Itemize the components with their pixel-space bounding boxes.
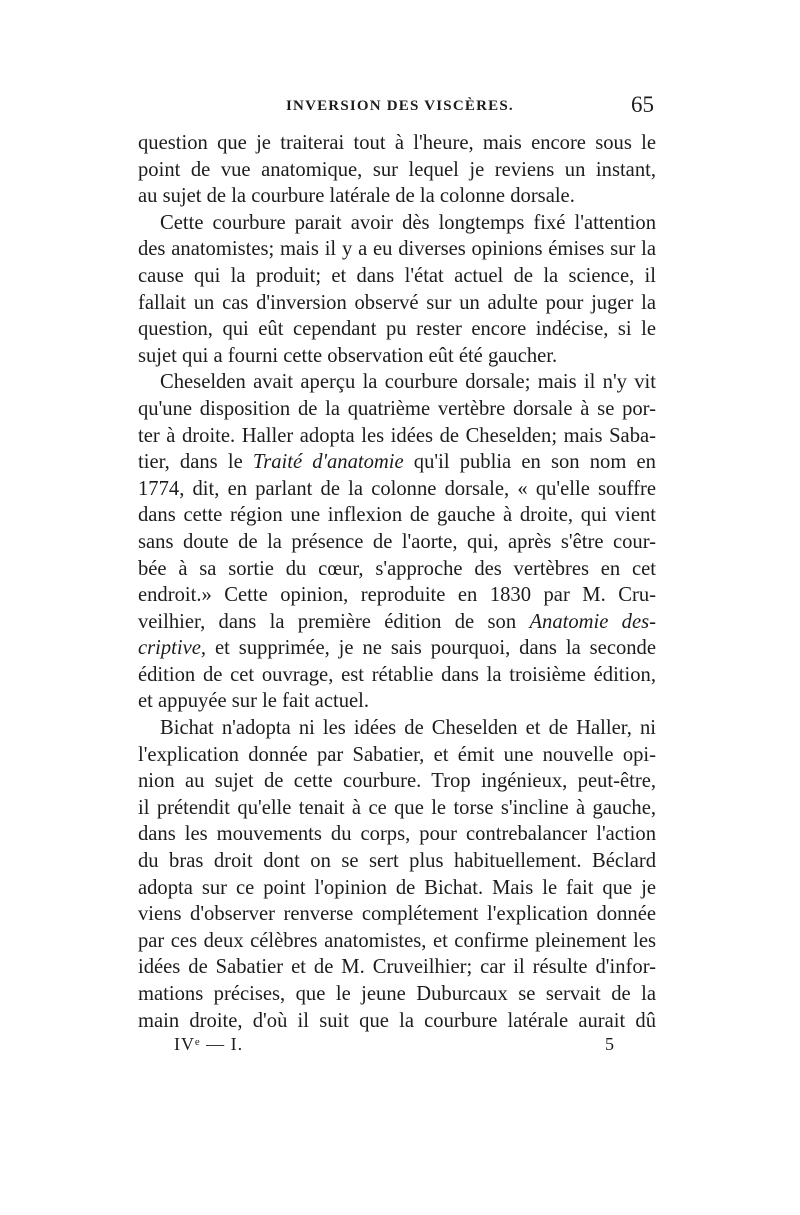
text-line-mixed <box>138 449 656 476</box>
text-line: dans cette région une inflexion de gauche à droite, qui vient <box>138 504 656 527</box>
text-line: point de vue anatomique, sur lequel je reviens un instant, <box>138 158 656 181</box>
text-line: 1774, dit, en parlant de la colonne dorsale, « qu'elle souffre <box>138 477 656 500</box>
text-line: question que je traiterai tout à l'heure, mais encore sous le <box>138 132 656 154</box>
book-title-traite: Traité d'anatomie <box>252 451 404 474</box>
text-line: main droite, d'où il suit que la courbure latérale aurait dû <box>138 1009 656 1032</box>
text-line: bée à sa sortie du cœur, s'approche des vertèbres en cet <box>138 557 656 580</box>
page-header <box>138 92 654 122</box>
body-text <box>138 130 656 1034</box>
text-line: viens d'observer renverse complétement l'explication donnée <box>138 903 656 926</box>
text-line: dans les mouvements du corps, pour contrebalancer l'action <box>138 823 656 846</box>
signature-number: 5 <box>605 1034 614 1054</box>
running-title: INVERSION DES VISCÈRES. <box>286 98 514 114</box>
book-title-anatomie: Anatomie des- <box>529 610 656 633</box>
text-line: Bichat n'adopta ni les idées de Cheselden et de Haller, ni <box>160 717 656 740</box>
text-line: Cette courbure parait avoir dès longtemps fixé l'attention <box>160 211 656 234</box>
book-title-anatomie-cont: criptive, <box>138 637 207 660</box>
text-line: nion au sujet de cette courbure. Trop ingénieux, peut-être, <box>138 770 656 793</box>
text-line: cause qui la produit; et dans l'état actuel de la science, il <box>138 264 656 287</box>
text-line: il prétendit qu'elle tenait à ce que le torse s'incline à gauche, <box>138 796 656 819</box>
text-line: Cheselden avait aperçu la courbure dorsale; mais il n'y vit <box>160 371 656 394</box>
text-line: mations précises, que le jeune Duburcaux se servait de la <box>138 983 656 1005</box>
text-line: du bras droit dont on se sert plus habituellement. Béclard <box>138 850 656 873</box>
text-segment: veilhier, dans la première édition de son <box>138 610 517 633</box>
page-number: 65 <box>631 92 654 117</box>
text-segment: et supprimée, je ne sais pourquoi, dans la seconde <box>215 637 656 660</box>
text-line-mixed <box>138 635 656 662</box>
text-line: l'explication donnée par Sabatier, et émit une nouvelle opi- <box>138 743 656 766</box>
text-line: par ces deux célèbres anatomistes, et confirme pleinement les <box>138 929 656 952</box>
text-line: sans doute de la présence de l'aorte, qui, après s'être cour- <box>138 530 656 553</box>
text-line: et appuyée sur le fait actuel. <box>138 690 369 713</box>
text-segment: qu'il publia en son nom en <box>413 451 656 474</box>
text-line: édition de cet ouvrage, est rétablie dans la troisième édition, <box>138 663 656 686</box>
text-line: endroit.» Cette opinion, reproduite en 1830 par M. Cru- <box>138 584 656 607</box>
text-line: adopta sur ce point l'opinion de Bichat. Mais le fait que je <box>138 876 656 899</box>
text-segment: tier, dans le <box>138 451 243 474</box>
text-line: au sujet de la courbure latérale de la colonne dorsale. <box>138 185 575 208</box>
text-line: question, qui eût cependant pu rester encore indécise, si le <box>138 318 656 341</box>
text-line-mixed <box>138 609 656 636</box>
signature-mark: IVᵉ — I. <box>174 1034 244 1054</box>
text-line: idées de Sabatier et de M. Cruveilhier; car il résulte d'infor- <box>138 956 656 979</box>
text-line: fallait un cas d'inversion observé sur un adulte pour juger la <box>138 291 656 314</box>
page-footer <box>138 1034 656 1060</box>
text-line: sujet qui a fourni cette observation eût été gaucher. <box>138 344 558 367</box>
text-line: des anatomistes; mais il y a eu diverses opinions émises sur la <box>138 238 656 261</box>
text-line: ter à droite. Haller adopta les idées de Cheselden; mais Saba- <box>138 424 656 447</box>
text-line: qu'une disposition de la quatrième vertèbre dorsale à se por- <box>138 397 656 420</box>
